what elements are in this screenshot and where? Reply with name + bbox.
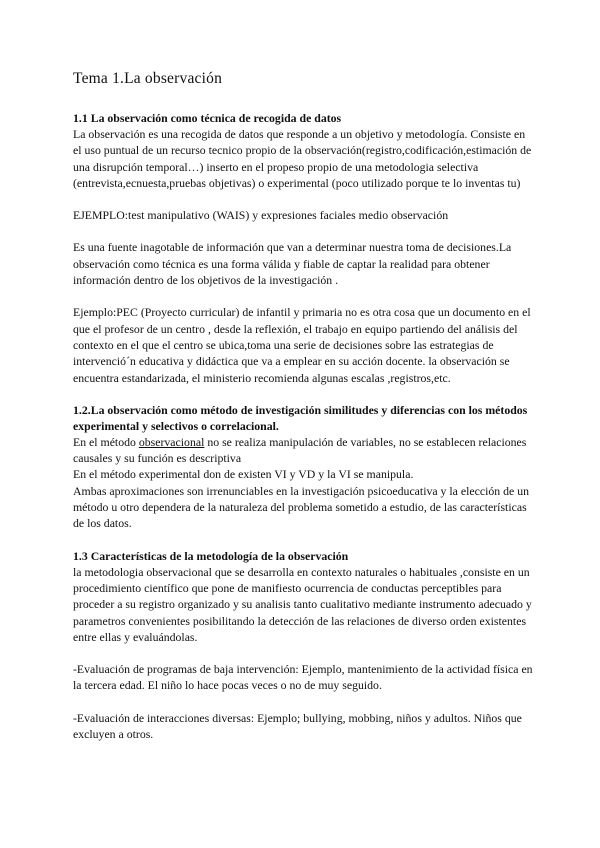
section-1-paragraph-1: La observación es una recogida de datos que responde a un objetivo y metodología. Consiste en el uso puntual de un recurso tecnico propio de la observación(registro,codificación,estimación de una disrupción temporal…) inserto en el propeso propio de una metodologia selectiva (entrevista,ecnuesta,pruebas objetivas) o experimental (poco utilizado porque te lo inventas tu): [73, 127, 532, 190]
page-title: Tema 1.La observación: [73, 70, 223, 87]
section-1-example-2: Ejemplo:PEC (Proyecto curricular) de infantil y primaria no es otra cosa que un documento en el que el profesor de un centro , desde la reflexión, el trabajo en equipo partiendo del análisis del contexto en el que el centro se ubica,toma una serie de decisiones sobre las estrategias de intervenció´n educativa y didáctica que va a emplear en su acción docente. la observación se encuentra estandarizada, el ministerio recomienda algunas escalas ,registros,etc.: [73, 305, 531, 385]
section-1-paragraph-2: Es una fuente inagotable de información que van a determinar nuestra toma de decisiones.La observación como técnica es una forma válida y fiable de captar la realidad para obtener información dentro de los objetivos de la investigación .: [73, 240, 512, 288]
section-2-paragraph-2: En el método experimental don de existen VI y VD y la VI se manipula.: [73, 467, 414, 482]
section-2: [73, 402, 533, 532]
section-1-heading: 1.1 La observación como técnica de recogida de datos: [73, 111, 342, 125]
section-2-heading: 1.2.La observación como método de investigación similitudes y diferencias con los métodos experimental y selectivos o correlacional.: [73, 402, 528, 433]
section-1-example-1: EJEMPLO:test manipulativo (WAIS) y expresiones faciales medio observación: [73, 208, 449, 223]
section-3-heading: 1.3 Características de la metodología de la observación: [73, 548, 349, 563]
underlined-term: observacional: [138, 434, 205, 449]
section-2-p1-post: no se realiza manipulación de variables, no se establecen relaciones causales y su función es descriptiva: [73, 434, 527, 466]
section-2-paragraph-3: Ambas aproximaciones son irrenunciables en la investigación psicoeducativa y la elección de un método u otro dependera de la naturaleza del problema sometido a estudio, de las características de los datos.: [73, 483, 529, 531]
section-2-p1-pre: En el método: [73, 434, 139, 449]
section-3-paragraph-3: -Evaluación de interacciones diversas: Ejemplo; bullying, mobbing, niños y adultos. Niños que excluyen a otros.: [73, 710, 522, 742]
section-3-paragraph-2: -Evaluación de programas de baja intervención: Ejemplo, mantenimiento de la actividad física en la tercera edad. El niño lo hace pocas veces o no de muy seguido.: [73, 662, 533, 693]
section-1: [73, 110, 533, 386]
section-2-paragraph-1: [73, 434, 533, 467]
section-3: [73, 548, 533, 743]
section-3-paragraph-1: la metodologia observacional que se desarrolla en contexto naturales o habituales ,consiste en un procedimiento científico que pone de manifiesto ocurrencia de conductas perceptibles para proceder a su registro organizado y su analisis tanto cualitativo mediante instrumento adecuado y parametros convenientes posibilitando la detección de las relaciones de diverso orden existentes entre ellas y evaluándolas.: [73, 564, 532, 644]
document-page: [73, 70, 533, 742]
